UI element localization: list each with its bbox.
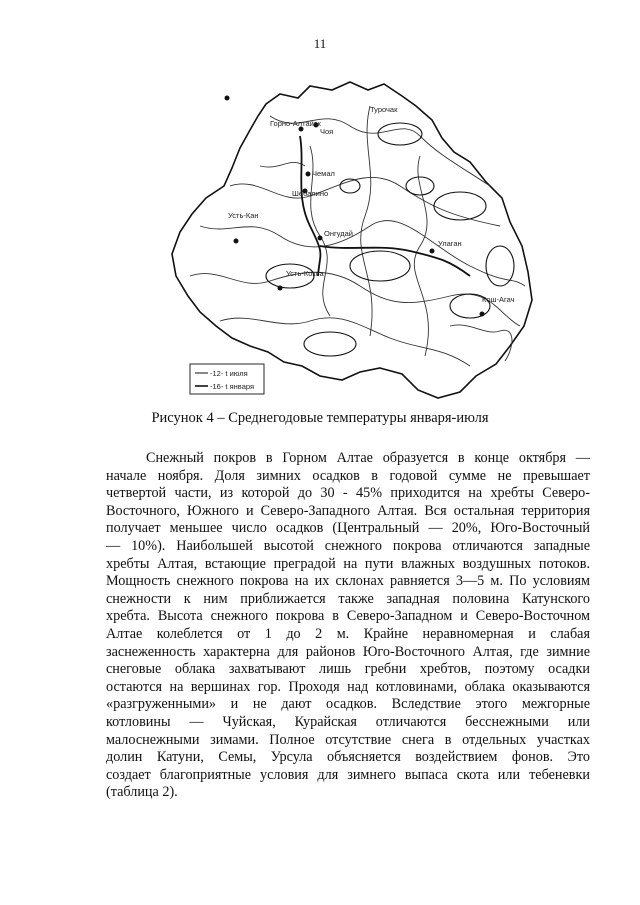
river-line <box>300 136 320 276</box>
settlement-marker <box>278 286 283 291</box>
paragraph-line: хребта. Высота снежного покрова в Северо-Западном и Северо-Восточном <box>106 608 590 625</box>
place-label-gorno-altaisk: Горно-Алтайск <box>270 119 321 128</box>
paragraph-line: создает благоприятные условия для зимнего выпаса скота или тебеневки <box>106 766 590 783</box>
paragraph-line: заснеженность характерна для районов Юго-Восточного Алтая, где зимние <box>106 643 590 660</box>
river-line <box>320 246 470 276</box>
settlement-marker <box>480 312 485 317</box>
paragraph-line: котловины — Чуйская, Курайская отличаются бесснежными или <box>106 713 590 730</box>
isotherm-loop <box>304 332 356 356</box>
place-label-turochak: Турочак <box>370 105 398 114</box>
paragraph-line: снеговые облака захватывают лишь гребни хребтов, поэтому осадки <box>106 661 590 678</box>
isotherm-map <box>170 76 538 402</box>
paragraph-line: «разгруженными» и не дают осадков. Вследствие этого межгорные <box>106 696 590 713</box>
settlement-marker <box>306 172 311 177</box>
isotherm-line <box>260 162 305 167</box>
place-label-ust-koksa: Усть-Кокса <box>286 269 324 278</box>
page-number: 11 <box>313 36 327 51</box>
isotherm-loop <box>350 251 410 281</box>
paragraph-line: Снежный покров в Горном Алтае образуется в конце октября — <box>146 450 590 466</box>
place-label-choya: Чоя <box>320 127 334 136</box>
paragraph-line: (таблица 2). <box>106 784 178 801</box>
paragraph-line: снежности к ним приближается также западная половина Катунского <box>106 590 590 607</box>
paragraph-line: Мощность снежного покрова на их склонах равняется 3—5 м. По условиям <box>106 573 590 590</box>
paragraph-line: начале ноября. Доля зимних осадков в годовой сумме не превышает <box>106 467 590 484</box>
isotherm-loop <box>486 246 514 286</box>
figure-caption: Рисунок 4 – Среднегодовые температуры января-июля <box>151 410 489 426</box>
place-label-chemal: Чемал <box>312 169 335 178</box>
settlement-marker <box>225 96 230 101</box>
map-legend <box>190 364 264 394</box>
paragraph-line: долин Катуни, Семы, Урсула объясняется воздействием фонов. Это <box>106 749 590 766</box>
isotherm-line <box>414 156 428 356</box>
place-label-shebalino: Шебалино <box>292 189 329 198</box>
legend-january: -16- t января <box>210 382 255 391</box>
legend-july: -12- t июля <box>210 369 248 378</box>
isotherm-loop <box>378 123 422 145</box>
settlement-marker <box>430 249 435 254</box>
place-label-kosh-agach: Кош-Агач <box>482 295 515 304</box>
settlement-marker <box>318 236 323 241</box>
isotherm-line <box>361 106 372 336</box>
body-paragraph <box>106 450 590 802</box>
paragraph-line: малоснежными зимами. Полное отсутствие снега в отдельных участках <box>106 731 590 748</box>
settlement-marker <box>234 239 239 244</box>
isotherm-line <box>220 318 470 366</box>
place-label-ust-kan: Усть-Кан <box>228 211 259 220</box>
isotherm-map-figure <box>170 76 538 402</box>
isotherm-line <box>230 177 500 226</box>
place-label-ongudai: Онгудай <box>324 229 353 238</box>
paragraph-line: хребты Алтая, встающие преградой на пути влажных воздушных потоков. <box>106 555 590 572</box>
paragraph-line: — 10%). Наибольшей высотой снежного покрова отличаются западные <box>106 537 590 554</box>
paragraph-line: четвертой части, из которой до 30 - 45% приходится на хребты Северо- <box>106 485 590 502</box>
paragraph-line: остаются на вершинах гор. Проходя над котловинами, облака оказываются <box>106 678 590 695</box>
paragraph-line: Восточного, Южного и Северо-Западного Алтая. Вся остальная территория <box>106 502 590 519</box>
paragraph-line: Алтае колеблется от 1 до 2 м. Крайне неравномерная и слабая <box>106 625 590 642</box>
place-label-ulagan: Улаган <box>438 239 462 248</box>
paragraph-line: получает меньшее число осадков (Центральный — 20%, Юго-Восточный <box>106 520 590 537</box>
